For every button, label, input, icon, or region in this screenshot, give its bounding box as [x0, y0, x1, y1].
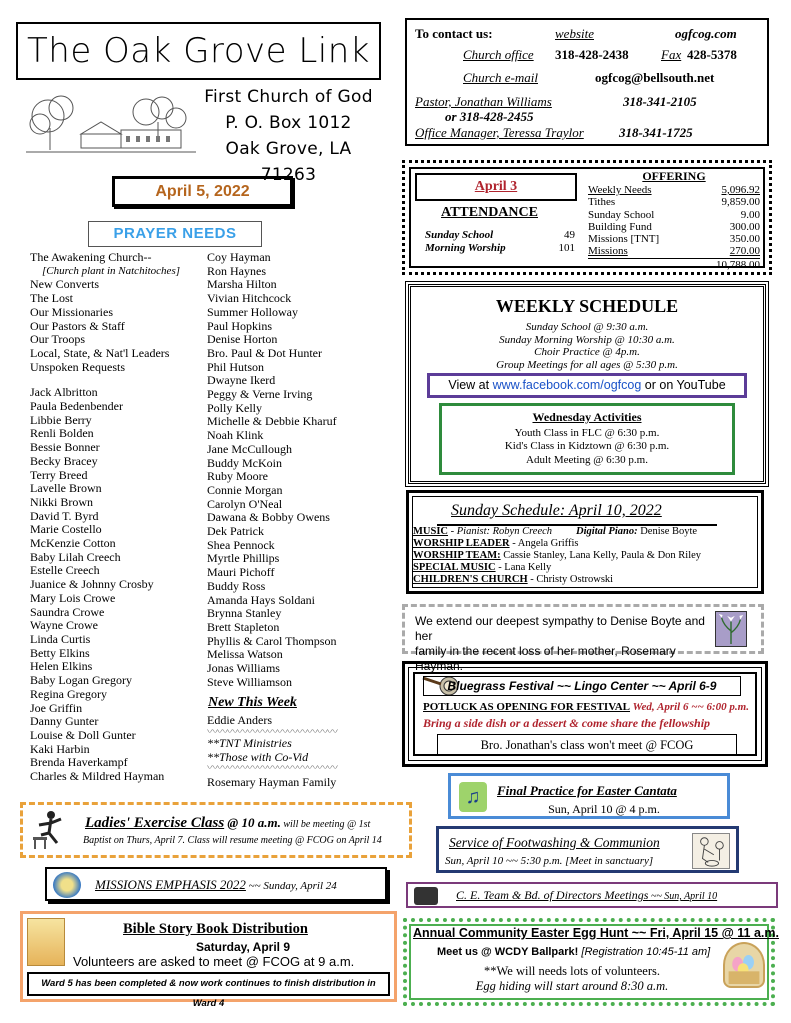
music-note-icon: ♫ — [459, 782, 487, 812]
sunday-schedule-lines — [413, 526, 701, 586]
final-practice-time: Sun, April 10 @ 4 p.m. — [548, 802, 660, 816]
egg-hunt-location — [437, 946, 710, 958]
prayer-item: Our Missionaries — [30, 304, 113, 319]
prayer-item: Juanice & Johnny Crosby — [30, 577, 154, 592]
prayer-item: Coy Hayman — [207, 250, 271, 264]
prayer-item: Linda Curtis — [30, 631, 91, 646]
wavy-divider: 〰〰〰〰〰〰〰〰〰〰〰〰〰 — [207, 727, 337, 737]
prayer-item: Rosemary Hayman Family — [207, 775, 337, 790]
bible-story-box — [20, 911, 397, 1009]
potluck-time: Wed, April 6 ~~ 6:00 p.m. — [630, 701, 749, 713]
bluegrass-title: Bluegrass Festival ~~ Lingo Center ~~ April 6-9 — [423, 676, 741, 696]
prayer-item: Bro. Paul & Dot Hunter — [207, 345, 322, 360]
prayer-item: Melissa Watson — [207, 647, 283, 662]
church-email[interactable]: ogfcog@bellsouth.net — [595, 70, 715, 85]
wavy-divider: 〰〰〰〰〰〰〰〰〰〰〰〰〰 — [207, 764, 337, 774]
pastor-phone: 318-341-2105 — [623, 94, 697, 109]
prayer-item: Libbie Berry — [30, 412, 92, 427]
contact-label: To contact us: — [415, 26, 493, 41]
ce-team-line — [456, 888, 717, 903]
pastor-label: Pastor, Jonathan Williams — [415, 94, 552, 109]
prayer-item: Becky Bracey — [30, 453, 98, 468]
city-state: Oak Grove, LA 71263 — [225, 139, 352, 185]
ladies-exercise-detail: Baptist on Thurs, April 7. Class will resume meeting @ FCOG on April 14 — [83, 835, 382, 846]
prayer-item: Myrtle Phillips — [207, 551, 280, 566]
prayer-item: Michelle & Debbie Kharuf — [207, 414, 337, 429]
ladies-exercise-note: will be meeting @ 1st — [280, 819, 371, 830]
prayer-item: Phyllis & Carol Thompson — [207, 633, 337, 648]
offering-row — [588, 209, 760, 221]
prayer-item: Phil Hutson — [207, 359, 265, 374]
missions-title: MISSIONS EMPHASIS 2022 — [95, 877, 246, 892]
footwashing-time: Sun, April 10 ~~ 5:30 p.m. [Meet in sanctuary] — [445, 855, 654, 867]
globe-icon — [53, 872, 81, 898]
final-practice-box — [448, 773, 730, 819]
music-key: MUSIC — [413, 526, 449, 537]
prayer-item: Wayne Crowe — [30, 618, 99, 633]
bible-story-date: Saturday, April 9 — [195, 940, 291, 954]
egg-hunt-volunteers: **We will needs lots of volunteers. — [483, 964, 661, 978]
offering-value: 5,096.92 — [721, 184, 760, 196]
ladies-exercise-box — [20, 802, 412, 858]
attendance-date: April 3 — [474, 179, 518, 194]
offering-value: 10,788.00 — [716, 258, 760, 271]
prayer-item: The Awakening Church-- — [30, 250, 152, 264]
prayer-item: Our Troops — [30, 332, 86, 347]
prayer-item: Betty Elkins — [30, 645, 90, 660]
missions-date: ~~ Sunday, April 24 — [245, 880, 337, 892]
prayer-item: Saundra Crowe — [30, 604, 105, 619]
offering-row — [588, 245, 760, 257]
view-suffix: or on YouTube — [644, 378, 726, 392]
wednesday-heading: Wednesday Activities — [532, 410, 642, 424]
egg-hunt-registration: [Registration 10:45-11 am] — [578, 946, 711, 958]
prayer-item: Dek Patrick — [207, 524, 264, 539]
offering-label: Missions [TNT] — [588, 233, 660, 246]
prayer-item: Carolyn O'Neal — [207, 496, 283, 511]
po-box: P. O. Box 1012 — [225, 113, 352, 133]
prayer-item: Unspoken Requests — [30, 359, 125, 374]
potluck-invite: Bring a side dish or a dessert & come share the fellowship — [423, 716, 711, 730]
egg-hunt-meet: Meet us @ WCDY Ballpark! — [437, 946, 579, 958]
prayer-item: Regina Gregory — [30, 686, 107, 701]
prayer-item: Denise Horton — [207, 332, 278, 347]
prayer-item: Connie Morgan — [207, 482, 283, 497]
attendance-label: Sunday School — [425, 229, 494, 241]
ward-note-box — [27, 972, 390, 1009]
view-prefix: View at — [448, 378, 490, 392]
final-practice-title: Final Practice for Easter Cantata — [497, 783, 677, 798]
website-label: website — [555, 26, 594, 41]
attendance-value: 49 — [564, 229, 575, 241]
offering-row — [588, 196, 760, 208]
prayer-item: Shea Pennock — [207, 537, 275, 552]
prayer-item: Mary Lois Crowe — [30, 590, 116, 605]
offering-label: Tithes — [588, 196, 616, 209]
prayer-list-column-2 — [207, 251, 392, 790]
exercise-figure-icon — [31, 809, 67, 851]
newsletter-title: The Oak Grove Link — [27, 31, 370, 71]
footwashing-title: Service of Footwashing & Communion — [449, 835, 660, 850]
prayer-item: Marie Costello — [30, 522, 102, 537]
attendance-offering-box — [402, 160, 772, 275]
attendance-rows — [425, 229, 575, 255]
prayer-item: Lavelle Brown — [30, 481, 102, 496]
attendance-label: Morning Worship — [425, 242, 506, 254]
sunday-schedule-title — [437, 498, 717, 526]
wednesday-line: Youth Class in FLC @ 6:30 p.m. — [514, 426, 660, 439]
prayer-list-column-1 — [30, 251, 210, 784]
fax-number: 428-5378 — [687, 47, 737, 62]
prayer-item: Baby Logan Gregory — [30, 673, 132, 688]
prayer-needs-heading: PRAYER NEEDS — [113, 225, 237, 242]
prayer-item: Brenda Haverkampf — [30, 755, 128, 770]
church-office-phone: 318-428-2438 — [555, 47, 629, 62]
attendance-row — [425, 242, 575, 255]
prayer-item: Brett Stapleton — [207, 619, 280, 634]
missions-emphasis-box — [45, 867, 387, 901]
worship-leader-value: - Angela Griffis — [509, 538, 579, 549]
sunday-schedule-box — [406, 490, 764, 594]
pastor-alt-phone: or 318-428-2455 — [445, 109, 534, 124]
potluck-line — [423, 701, 749, 713]
prayer-item: Ron Haynes — [207, 263, 266, 278]
offering-value: 300.00 — [729, 220, 760, 233]
prayer-item: Vivian Hitchcock — [207, 291, 292, 306]
offering-heading: OFFERING — [642, 169, 706, 183]
childrens-church-value: - Christy Ostrowski — [527, 574, 614, 585]
offering-row — [588, 233, 760, 245]
worship-team-value: Cassie Stanley, Lana Kelly, Paula & Don Riley — [500, 550, 702, 561]
prayer-item-note: [Church plant in Natchitoches] — [42, 264, 181, 277]
issue-date: April 5, 2022 — [155, 183, 250, 200]
church-email-label: Church e-mail — [463, 70, 538, 85]
sympathy-box — [402, 604, 764, 673]
fax-label: Fax — [661, 47, 682, 62]
wednesday-line: Adult Meeting @ 6:30 p.m. — [526, 453, 648, 466]
prayer-note: **Those with Co-Vid — [207, 749, 309, 764]
worship-leader-key: WORSHIP LEADER — [413, 538, 510, 549]
offering-value: 270.00 — [729, 245, 760, 258]
offering-row — [588, 221, 760, 233]
offering-row — [588, 258, 760, 271]
prayer-item: Amanda Hays Soldani — [207, 592, 315, 607]
weekly-schedule-title: WEEKLY SCHEDULE — [495, 296, 679, 316]
offering-label: Missions — [588, 245, 628, 258]
special-music-key: SPECIAL MUSIC — [413, 562, 496, 573]
prayer-item: Buddy McKoin — [207, 455, 282, 470]
prayer-item: Our Pastors & Staff — [30, 318, 125, 333]
digital-piano-value: Denise Boyte — [637, 526, 698, 537]
prayer-item: Paul Hopkins — [207, 318, 273, 333]
music-value: - Pianist: Robyn Creech — [448, 526, 553, 537]
prayer-item: Local, State, & Nat'l Leaders — [30, 345, 170, 360]
offering-value: 9,859.00 — [721, 196, 760, 209]
prayer-item: New Converts — [30, 277, 99, 292]
sympathy-line: family in the recent loss of her mother, Rosemary Hayman. — [415, 644, 676, 673]
offering-table — [588, 169, 760, 271]
schedule-line: Group Meetings for all ages @ 5:30 p.m. — [496, 358, 678, 371]
attendance-heading: ATTENDANCE — [441, 205, 538, 220]
prayer-item: Peggy & Verne Irving — [207, 387, 313, 402]
prayer-item: The Lost — [30, 291, 73, 306]
prayer-item: Danny Gunter — [30, 714, 99, 729]
prayer-item: Bessie Bonner — [30, 440, 100, 455]
church-name: First Church of God — [204, 87, 373, 107]
ce-team-box — [406, 882, 778, 908]
prayer-item: Jane McCullough — [207, 441, 292, 456]
prayer-item: Mauri Pichoff — [207, 565, 275, 580]
egg-basket-icon — [723, 942, 765, 988]
missions-line — [95, 877, 337, 893]
ce-team-time: ~~ Sun, April 10 — [648, 891, 718, 902]
ce-team-title: C. E. Team & Bd. of Directors Meetings — [456, 888, 649, 902]
class-cancel-note: Bro. Jonathan's class won't meet @ FCOG — [437, 734, 737, 756]
bluegrass-festival-box — [402, 661, 768, 767]
offering-row — [588, 184, 760, 196]
prayer-item: Charles & Mildred Hayman — [30, 769, 165, 784]
sunday-schedule-title-text: Sunday Schedule: April 10, 2022 — [451, 502, 662, 519]
prayer-item: Brynna Stanley — [207, 606, 282, 621]
church-address — [196, 84, 381, 188]
sympathy-line: We extend our deepest sympathy to Denise Boyte and her — [415, 614, 705, 643]
prayer-item: Dwayne Ikerd — [207, 373, 276, 388]
prayer-item: Jonas Williams — [207, 661, 280, 676]
prayer-item: Paula Bedenbender — [30, 399, 123, 414]
website-value[interactable]: ogfcog.com — [675, 26, 737, 41]
ladies-exercise-line — [85, 815, 370, 832]
offering-value: 9.00 — [740, 208, 760, 221]
egg-hunt-hiding: Egg hiding will start around 8:30 a.m. — [475, 979, 669, 993]
issue-date-box — [112, 176, 293, 207]
prayer-item: David T. Byrd — [30, 508, 99, 523]
new-this-week-heading: New This Week — [208, 694, 297, 710]
attendance-value: 101 — [558, 242, 575, 254]
lily-icon — [715, 611, 747, 647]
special-music-value: - Lana Kelly — [495, 562, 552, 573]
attendance-date-box — [415, 173, 577, 201]
prayer-item: Steve Williamson — [207, 674, 292, 689]
ward-note: Ward 5 has been completed & now work continues to finish distribution in Ward 4 — [41, 978, 376, 1009]
prayer-item: Terry Breed — [30, 467, 88, 482]
schedule-line: Sunday School @ 9:30 a.m. — [525, 321, 649, 333]
weekly-schedule-box — [408, 284, 766, 484]
prayer-item: Baby Lilah Creech — [30, 549, 121, 564]
egg-hunt-title: Annual Community Easter Egg Hunt ~~ Fri, April 15 @ 11 a.m. — [413, 926, 779, 940]
prayer-item: Estelle Creech — [30, 563, 100, 578]
footwashing-box — [436, 826, 739, 873]
office-manager-label: Office Manager, Teressa Traylor — [415, 125, 584, 140]
schedule-line: Choir Practice @ 4p.m. — [534, 346, 640, 358]
contact-box — [405, 18, 769, 146]
offering-label: Weekly Needs — [588, 184, 652, 196]
facebook-link-box — [427, 373, 747, 398]
prayer-item: Summer Holloway — [207, 304, 298, 319]
prayer-item: Marsha Hilton — [207, 277, 277, 292]
church-sketch-image — [26, 94, 196, 158]
bible-storybook-icon — [27, 918, 65, 966]
prayer-item: Polly Kelly — [207, 400, 263, 415]
ladies-exercise-time: @ 10 a.m. — [224, 815, 281, 830]
prayer-item: Ruby Moore — [207, 469, 268, 484]
prayer-item: Nikki Brown — [30, 494, 93, 509]
offering-value: 350.00 — [729, 233, 760, 246]
prayer-item: Jack Albritton — [30, 385, 98, 400]
childrens-church-key: CHILDREN'S CHURCH — [413, 574, 528, 585]
church-logo-icon — [414, 887, 438, 905]
prayer-item: Kaki Harbin — [30, 741, 90, 756]
prayer-item: Noah Klink — [207, 428, 264, 443]
prayer-item: Renli Bolden — [30, 426, 94, 441]
digital-piano-key: Digital Piano: — [576, 526, 638, 537]
facebook-link[interactable]: www.facebook.com/ogfcog — [492, 378, 642, 392]
prayer-item: Helen Elkins — [30, 659, 93, 674]
office-manager-phone: 318-341-1725 — [619, 125, 693, 140]
wednesday-activities-box — [439, 403, 735, 475]
bible-story-title: Bible Story Book Distribution — [123, 921, 308, 937]
schedule-line: Sunday Morning Worship @ 10:30 a.m. — [499, 333, 675, 346]
prayer-item: Joe Griffin — [30, 700, 83, 715]
prayer-item: Louise & Doll Gunter — [30, 727, 136, 742]
offering-label: Building Fund — [588, 220, 652, 233]
prayer-needs-heading-box — [88, 221, 262, 247]
wednesday-line: Kid's Class in Kidztown @ 6:30 p.m. — [504, 440, 670, 452]
prayer-item: Buddy Ross — [207, 578, 266, 593]
offering-label: Sunday School — [588, 208, 655, 221]
worship-team-key: WORSHIP TEAM: — [413, 550, 501, 561]
bible-story-volunteers: Volunteers are asked to meet @ FCOG at 9 a.m. — [73, 954, 355, 969]
ladies-exercise-title: Ladies' Exercise Class — [85, 815, 225, 831]
potluck-label: POTLUCK AS OPENING FOR FESTIVAL — [423, 701, 631, 713]
footwashing-icon — [692, 833, 730, 869]
attendance-row — [425, 229, 575, 242]
prayer-item: Eddie Anders — [207, 713, 272, 728]
church-office-label: Church office — [463, 47, 534, 62]
masthead-title-box — [16, 22, 381, 80]
prayer-item: McKenzie Cotton — [30, 536, 116, 551]
prayer-note: **TNT Ministries — [207, 735, 292, 750]
prayer-item: Dawana & Bobby Owens — [207, 510, 330, 525]
easter-egg-hunt-box — [403, 918, 779, 1006]
